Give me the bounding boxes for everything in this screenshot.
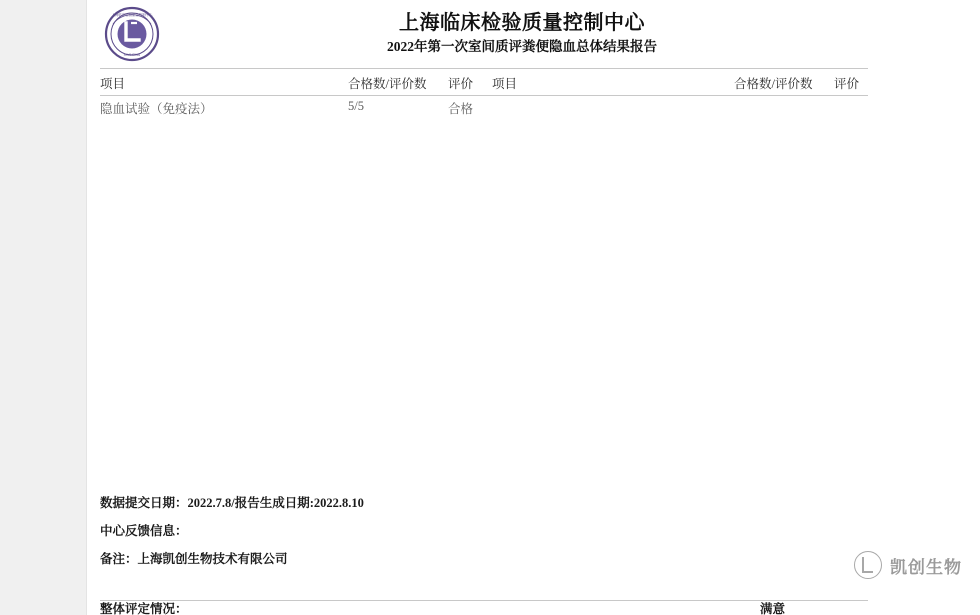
circle-k-logo-icon [854, 551, 882, 579]
cell-count-1: 5/5 [348, 99, 364, 113]
watermark [854, 551, 962, 579]
overall-evaluation-row [100, 601, 868, 615]
svg-text:上海临床检验质量控制中心: 上海临床检验质量控制中心 [111, 13, 153, 17]
page-subtitle: 2022年第一次室间质评粪便隐血总体结果报告 [387, 39, 657, 54]
table-row [100, 99, 868, 119]
overall-evaluation-label: 整体评定情况： [100, 602, 188, 615]
cell-eval-1: 合格 [448, 102, 474, 116]
overall-evaluation-value: 满意 [760, 602, 786, 615]
watermark-label: 凯创生物 [890, 557, 962, 577]
table-header-row [100, 74, 868, 94]
page-title: 上海临床检验质量控制中心 [399, 12, 645, 34]
submission-dates: 数据提交日期：2022.7.8/报告生成日期:2022.8.10 [100, 496, 364, 510]
center-feedback: 中心反馈信息： [100, 524, 188, 538]
left-margin-band [0, 0, 86, 615]
remark: 备注：上海凯创生物技术有限公司 [100, 552, 288, 566]
col-header-eval-2: 评价 [834, 77, 860, 91]
table-header-rule [100, 95, 868, 96]
cell-item-1: 隐血试验（免疫法） [100, 102, 213, 116]
organization-seal-logo [104, 6, 160, 62]
svg-text:SHANGHAI: SHANGHAI [123, 53, 141, 57]
col-header-item-1: 项目 [100, 77, 126, 91]
col-header-count-1: 合格数/评价数 [348, 77, 427, 91]
left-margin-divider [86, 0, 87, 615]
col-header-eval-1: 评价 [448, 77, 474, 91]
report-header [86, 0, 980, 66]
col-header-item-2: 项目 [492, 77, 518, 91]
table-top-rule [100, 68, 868, 69]
col-header-count-2: 合格数/评价数 [734, 77, 813, 91]
